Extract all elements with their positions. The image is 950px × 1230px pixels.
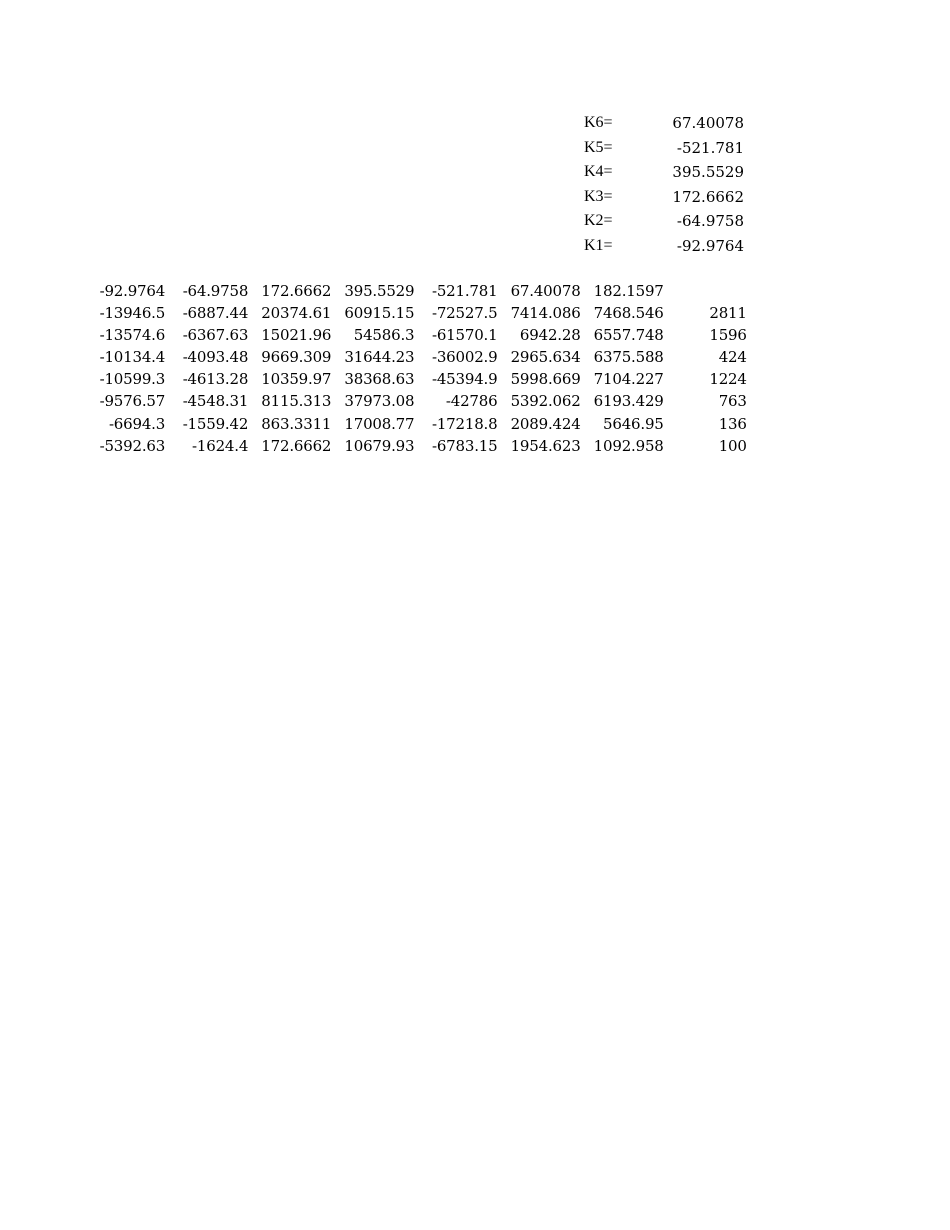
table-cell[interactable]: 5646.95 xyxy=(603,414,664,433)
table-row xyxy=(84,324,749,346)
coefficient-value: -64.9758 xyxy=(676,212,744,230)
table-cell[interactable]: -17218.8 xyxy=(431,414,498,433)
table-cell[interactable]: 2811 xyxy=(709,304,747,323)
table-cell[interactable]: -10134.4 xyxy=(99,348,166,367)
table-cell[interactable]: 10359.97 xyxy=(261,370,332,389)
table-row xyxy=(84,280,749,302)
table-cell[interactable]: -6367.63 xyxy=(182,326,249,345)
table-cell[interactable]: 31644.23 xyxy=(344,348,415,367)
table-cell[interactable]: -42786 xyxy=(445,392,498,411)
table-cell[interactable]: 863.3311 xyxy=(261,414,332,433)
table-cell[interactable]: -5392.63 xyxy=(99,436,166,455)
table-row xyxy=(84,413,749,435)
coefficient-row-k6 xyxy=(582,111,752,136)
table-cell[interactable]: -10599.3 xyxy=(99,370,166,389)
table-cell[interactable]: 8115.313 xyxy=(261,392,332,411)
table-cell[interactable]: 1224 xyxy=(709,370,747,389)
table-cell[interactable]: -521.781 xyxy=(431,282,498,300)
table-cell[interactable]: 7468.546 xyxy=(593,304,664,323)
coefficient-label: K3= xyxy=(584,187,613,205)
table-cell[interactable]: 9669.309 xyxy=(261,348,332,367)
table-cell[interactable]: -6694.3 xyxy=(108,414,166,433)
table-cell[interactable]: 15021.96 xyxy=(261,326,332,345)
table-cell[interactable]: 424 xyxy=(718,348,747,367)
table-cell[interactable]: 5998.669 xyxy=(510,370,581,389)
coefficient-label: K5= xyxy=(584,138,613,156)
table-cell[interactable]: -45394.9 xyxy=(431,370,498,389)
table-cell[interactable]: 20374.61 xyxy=(261,304,332,323)
table-cell[interactable]: -1559.42 xyxy=(182,414,249,433)
table-cell[interactable]: -4548.31 xyxy=(182,392,249,411)
table-cell[interactable]: -92.9764 xyxy=(99,282,166,300)
coefficient-label: K2= xyxy=(584,212,613,229)
table-cell[interactable]: 172.6662 xyxy=(261,436,332,455)
table-cell[interactable]: 17008.77 xyxy=(344,414,415,433)
table-cell[interactable]: 10679.93 xyxy=(344,436,415,455)
table-cell[interactable]: 172.6662 xyxy=(261,282,332,300)
table-cell[interactable]: -72527.5 xyxy=(431,304,498,323)
coefficient-value: -92.9764 xyxy=(676,236,744,255)
data-table xyxy=(84,280,749,457)
table-cell[interactable]: -4093.48 xyxy=(182,348,249,367)
table-cell[interactable]: -6887.44 xyxy=(182,304,249,323)
table-cell[interactable]: 37973.08 xyxy=(344,392,415,411)
coefficient-label: K1= xyxy=(584,236,613,254)
coefficient-row-k2 xyxy=(582,209,752,234)
table-cell[interactable]: 182.1597 xyxy=(593,282,664,300)
table-cell[interactable]: -1624.4 xyxy=(192,436,249,455)
table-cell[interactable]: 38368.63 xyxy=(344,370,415,389)
table-cell[interactable]: -61570.1 xyxy=(431,326,498,345)
coefficient-value: 172.6662 xyxy=(672,187,744,206)
table-cell[interactable]: 1954.623 xyxy=(510,436,581,455)
table-cell[interactable]: 136 xyxy=(718,414,747,433)
table-cell[interactable]: 2965.634 xyxy=(510,348,581,367)
coefficient-value: -521.781 xyxy=(676,138,744,157)
coefficient-row-k4 xyxy=(582,160,752,185)
table-cell[interactable]: -64.9758 xyxy=(182,282,249,300)
table-row xyxy=(84,346,749,368)
table-cell[interactable]: 763 xyxy=(718,392,747,411)
coefficient-value: 67.40078 xyxy=(672,114,744,132)
coefficient-label: K6= xyxy=(584,114,613,131)
coefficient-value: 395.5529 xyxy=(672,163,744,181)
table-cell[interactable]: 67.40078 xyxy=(510,282,581,300)
table-cell[interactable]: 54586.3 xyxy=(353,326,415,345)
table-cell[interactable]: 1092.958 xyxy=(593,436,664,455)
table-cell[interactable]: 2089.424 xyxy=(510,414,581,433)
table-cell[interactable]: -6783.15 xyxy=(431,436,498,455)
table-row xyxy=(84,435,749,457)
table-cell[interactable]: 7414.086 xyxy=(510,304,581,323)
table-cell[interactable]: 6557.748 xyxy=(593,326,664,345)
table-cell[interactable]: 6942.28 xyxy=(519,326,581,345)
coefficient-row-k5 xyxy=(582,136,752,161)
table-cell[interactable]: 395.5529 xyxy=(344,282,415,300)
coefficient-row-k3 xyxy=(582,185,752,210)
table-cell[interactable]: -13946.5 xyxy=(99,304,166,323)
table-cell[interactable]: 5392.062 xyxy=(510,392,581,411)
table-cell[interactable]: -9576.57 xyxy=(99,392,166,411)
table-cell[interactable]: 100 xyxy=(718,436,747,455)
table-cell[interactable]: 7104.227 xyxy=(593,370,664,389)
table-cell[interactable]: 1596 xyxy=(709,326,747,345)
coefficient-row-k1 xyxy=(582,234,752,259)
coefficient-label: K4= xyxy=(584,163,613,180)
table-cell[interactable]: -36002.9 xyxy=(431,348,498,367)
table-row xyxy=(84,302,749,324)
table-cell[interactable]: -4613.28 xyxy=(182,370,249,389)
table-cell[interactable]: 60915.15 xyxy=(344,304,415,323)
table-row xyxy=(84,368,749,390)
table-cell[interactable]: 6193.429 xyxy=(593,392,664,411)
table-cell[interactable]: -13574.6 xyxy=(99,326,166,345)
table-cell[interactable]: 6375.588 xyxy=(593,348,664,367)
coefficient-block xyxy=(582,111,752,258)
table-row xyxy=(84,390,749,412)
